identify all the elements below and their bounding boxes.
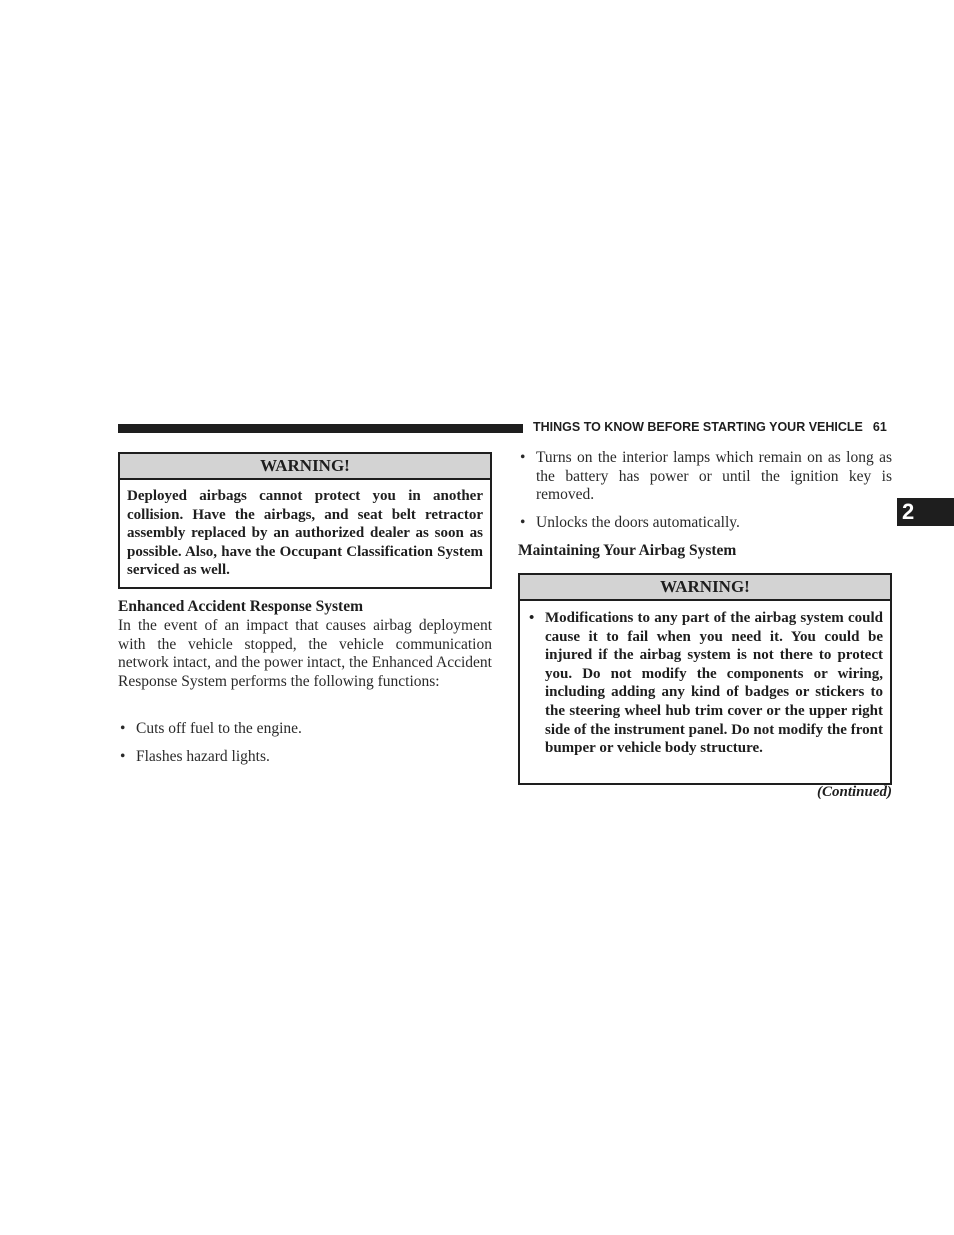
bullet-icon: • bbox=[529, 610, 535, 626]
list-item-text: Cuts off fuel to the engine. bbox=[136, 720, 302, 737]
list-item bbox=[518, 449, 892, 505]
running-header bbox=[533, 420, 887, 434]
section-heading-maintaining-airbag: Maintaining Your Airbag System bbox=[518, 542, 737, 559]
list-item-text: Turns on the interior lamps which remain on as long as the battery has power or until the ignition key is removed. bbox=[536, 449, 892, 504]
continued-label: (Continued) bbox=[816, 784, 892, 800]
bullet-icon: • bbox=[520, 449, 526, 466]
bullet-icon: • bbox=[120, 720, 126, 737]
list-item bbox=[518, 514, 892, 533]
warning-body: Deployed airbags cannot protect you in another collision. Have the airbags, and seat belt retractor assembly replaced by an authorized dealer as soon as possible. Also, have the Occupant Classification System serviced as well. bbox=[127, 488, 483, 579]
list-item bbox=[118, 748, 492, 767]
list-item bbox=[118, 720, 492, 739]
page-number: 61 bbox=[872, 420, 887, 434]
section-heading-enhanced-accident-response: Enhanced Accident Response System bbox=[118, 598, 364, 615]
warning-box-modifications bbox=[518, 573, 892, 785]
bullet-icon: • bbox=[120, 748, 126, 765]
warning-box-deployed-airbags bbox=[118, 452, 492, 589]
warning-list-item bbox=[527, 609, 883, 758]
warning-body bbox=[520, 601, 890, 758]
chapter-tab: 2 bbox=[897, 498, 954, 526]
bullet-icon: • bbox=[520, 514, 526, 531]
warning-list-item-text: Modifications to any part of the airbag system could cause it to fail when you need it. You could be injured if the airbag system is not there to protect you. Do not modify the components or wiring, including adding any kind of badges or stickers to the steering wheel hub trim cover or the upper right side of the instrument panel. Do not modify the front bumper or vehicle body structure. bbox=[545, 610, 883, 757]
list-item-text: Flashes hazard lights. bbox=[136, 748, 270, 765]
warning-title: WARNING! bbox=[120, 454, 490, 480]
header-rule bbox=[118, 424, 523, 433]
section-title: THINGS TO KNOW BEFORE STARTING YOUR VEHICLE bbox=[533, 420, 863, 434]
warning-title: WARNING! bbox=[520, 575, 890, 601]
list-item-text: Unlocks the doors automatically. bbox=[536, 514, 740, 531]
ears-paragraph: In the event of an impact that causes airbag deployment with the vehicle stopped, the vehicle communication network intact, and the power intact, the Enhanced Accident Response System performs the following functions: bbox=[118, 617, 492, 690]
